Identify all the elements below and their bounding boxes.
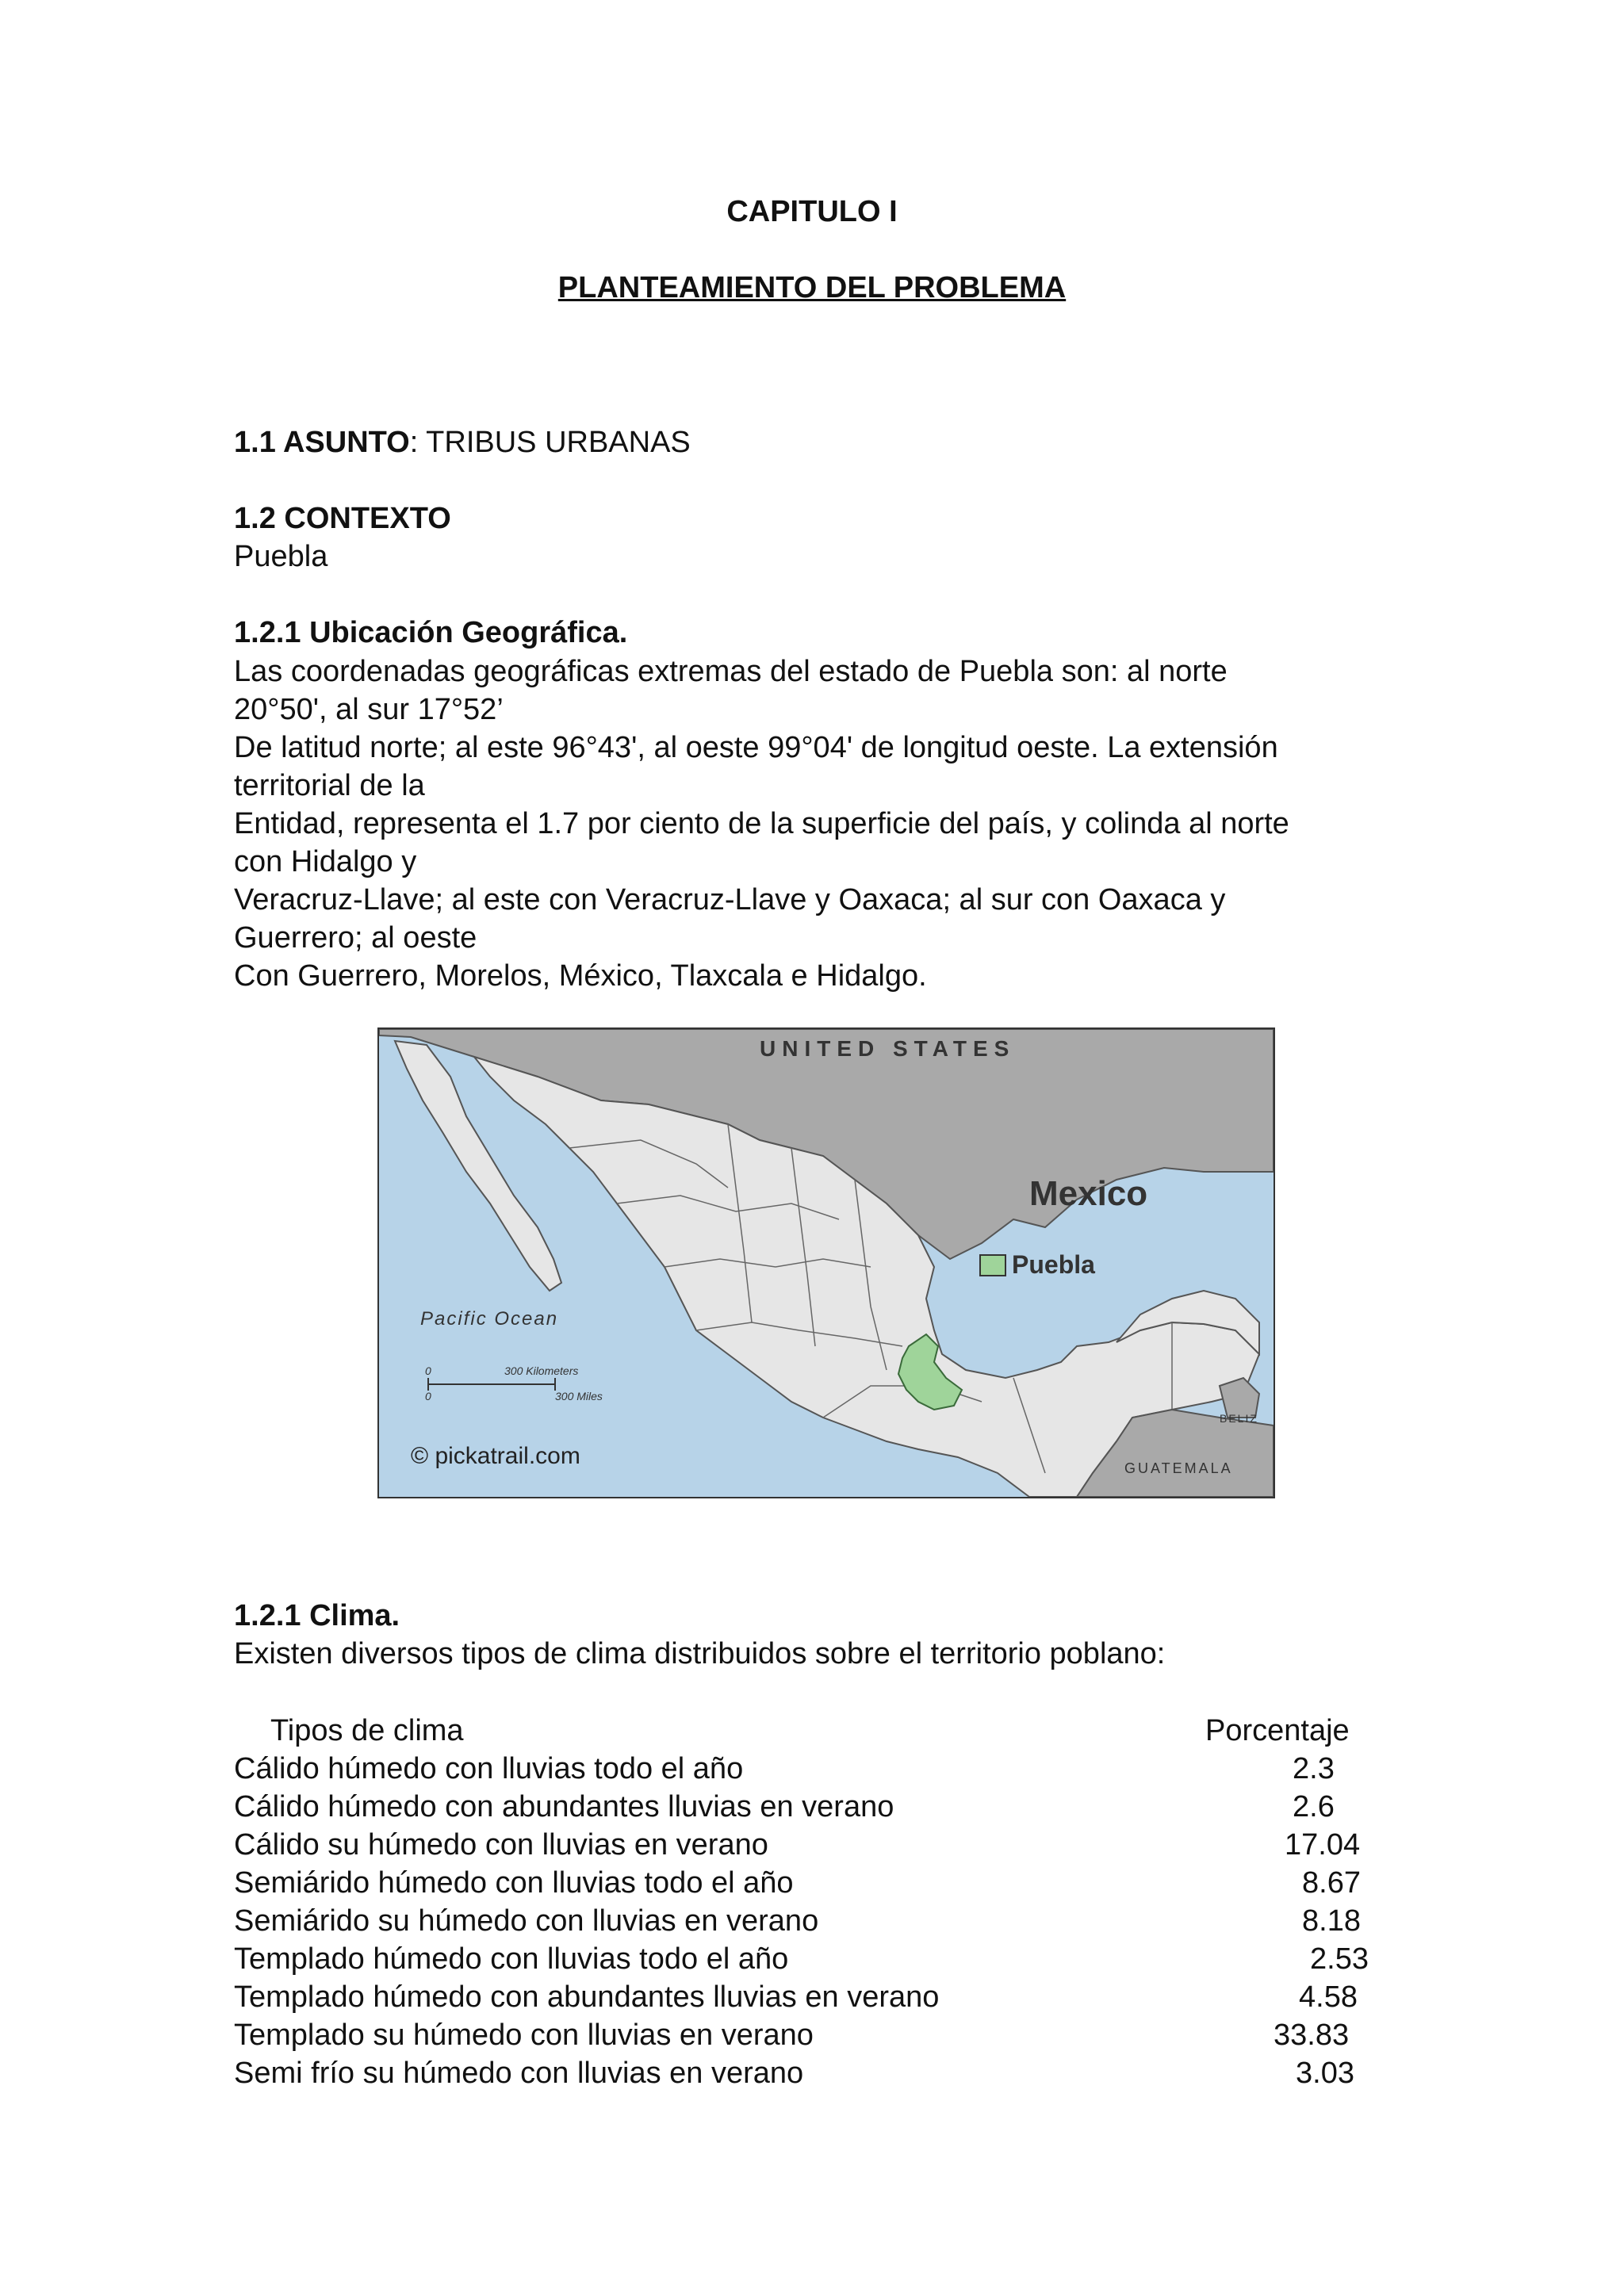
clima-tipo: Cálido húmedo con lluvias todo el año <box>234 1752 744 1785</box>
clima-tipo: Semi frío su húmedo con lluvias en verano <box>234 2057 804 2090</box>
clima-pct: 2.6 <box>1293 1790 1335 1823</box>
belize-label: BELIZ <box>1220 1412 1258 1425</box>
contexto-heading: 1.2 CONTEXTO <box>234 502 451 535</box>
ubicacion-paragraph <box>234 652 1408 995</box>
chapter-title: CAPITULO I <box>726 195 898 228</box>
scale-zero-km: 0 <box>425 1364 431 1377</box>
map-credit: © pickatrail.com <box>411 1443 580 1469</box>
clima-pct: 17.04 <box>1285 1828 1361 1862</box>
clima-col-pct: Porcentaje <box>1205 1714 1350 1747</box>
clima-tipo: Templado su húmedo con lluvias en verano <box>234 2019 814 2052</box>
ubicacion-line: Las coordenadas geográficas extremas del estado de Puebla son: al norte <box>234 655 1228 688</box>
clima-tipo: Semiárido su húmedo con lluvias en verano <box>234 1904 819 1938</box>
pacific-ocean-label: Pacific Ocean <box>420 1308 559 1330</box>
clima-table-header <box>234 1712 1392 1750</box>
legend-swatch <box>980 1255 1005 1276</box>
scale-zero-mi: 0 <box>425 1390 431 1402</box>
mexico-map <box>379 1029 1274 1497</box>
clima-tipo: Cálido su húmedo con lluvias en verano <box>234 1828 768 1862</box>
ubicacion-line: Guerrero; al oeste <box>234 921 477 955</box>
table-row <box>234 2016 1392 2054</box>
table-row <box>234 1864 1392 1902</box>
guatemala-label: GUATEMALA <box>1124 1460 1233 1476</box>
asunto-line <box>234 424 691 461</box>
table-row <box>234 2054 1392 2092</box>
table-row <box>234 1750 1392 1788</box>
table-row <box>234 1940 1392 1978</box>
clima-pct: 2.3 <box>1293 1752 1335 1785</box>
usa-label: UNITED STATES <box>760 1036 1016 1061</box>
ubicacion-line: De latitud norte; al este 96°43', al oeste 99°04' de longitud oeste. La extensión <box>234 731 1278 764</box>
clima-pct: 8.67 <box>1302 1866 1361 1900</box>
ubicacion-heading: 1.2.1 Ubicación Geográfica. <box>234 616 628 649</box>
clima-pct: 8.18 <box>1302 1904 1361 1938</box>
clima-tipo: Semiárido húmedo con lluvias todo el año <box>234 1866 794 1900</box>
asunto-value: : TRIBUS URBANAS <box>409 426 691 459</box>
clima-pct: 3.03 <box>1296 2057 1354 2090</box>
clima-heading: 1.2.1 Clima. <box>234 1599 400 1632</box>
clima-pct: 4.58 <box>1299 1980 1358 2014</box>
ubicacion-line: Veracruz-Llave; al este con Veracruz-Llave y Oaxaca; al sur con Oaxaca y <box>234 883 1226 916</box>
clima-pct: 33.83 <box>1274 2019 1350 2052</box>
table-row <box>234 1902 1392 1940</box>
clima-pct: 2.53 <box>1310 1942 1369 1976</box>
ubicacion-line: Con Guerrero, Morelos, México, Tlaxcala e Hidalgo. <box>234 959 927 993</box>
chapter-subtitle: PLANTEAMIENTO DEL PROBLEMA <box>557 271 1067 304</box>
clima-col-type: Tipos de clima <box>270 1714 464 1747</box>
ubicacion-line: 20°50', al sur 17°52’ <box>234 693 504 726</box>
ubicacion-line: territorial de la <box>234 769 425 802</box>
clima-tipo: Templado húmedo con abundantes lluvias en verano <box>234 1980 940 2014</box>
clima-tipo: Cálido húmedo con abundantes lluvias en verano <box>234 1790 894 1823</box>
table-row <box>234 1788 1392 1826</box>
clima-tipo: Templado húmedo con lluvias todo el año <box>234 1942 789 1976</box>
legend-label: Puebla <box>1012 1250 1095 1279</box>
map-title: Mexico <box>1029 1174 1148 1213</box>
clima-intro: Existen diversos tipos de clima distribuidos sobre el territorio poblano: <box>234 1637 1166 1670</box>
ubicacion-line: Entidad, representa el 1.7 por ciento de la superficie del país, y colinda al norte <box>234 807 1289 840</box>
table-row <box>234 1978 1392 2016</box>
mexico-map-figure <box>377 1027 1275 1498</box>
ubicacion-line: con Hidalgo y <box>234 845 417 878</box>
scale-mi-label: 300 Miles <box>555 1390 603 1402</box>
table-row <box>234 1826 1392 1864</box>
contexto-value: Puebla <box>234 540 328 573</box>
scale-km-label: 300 Kilometers <box>504 1364 579 1377</box>
asunto-label: 1.1 ASUNTO <box>234 426 410 459</box>
